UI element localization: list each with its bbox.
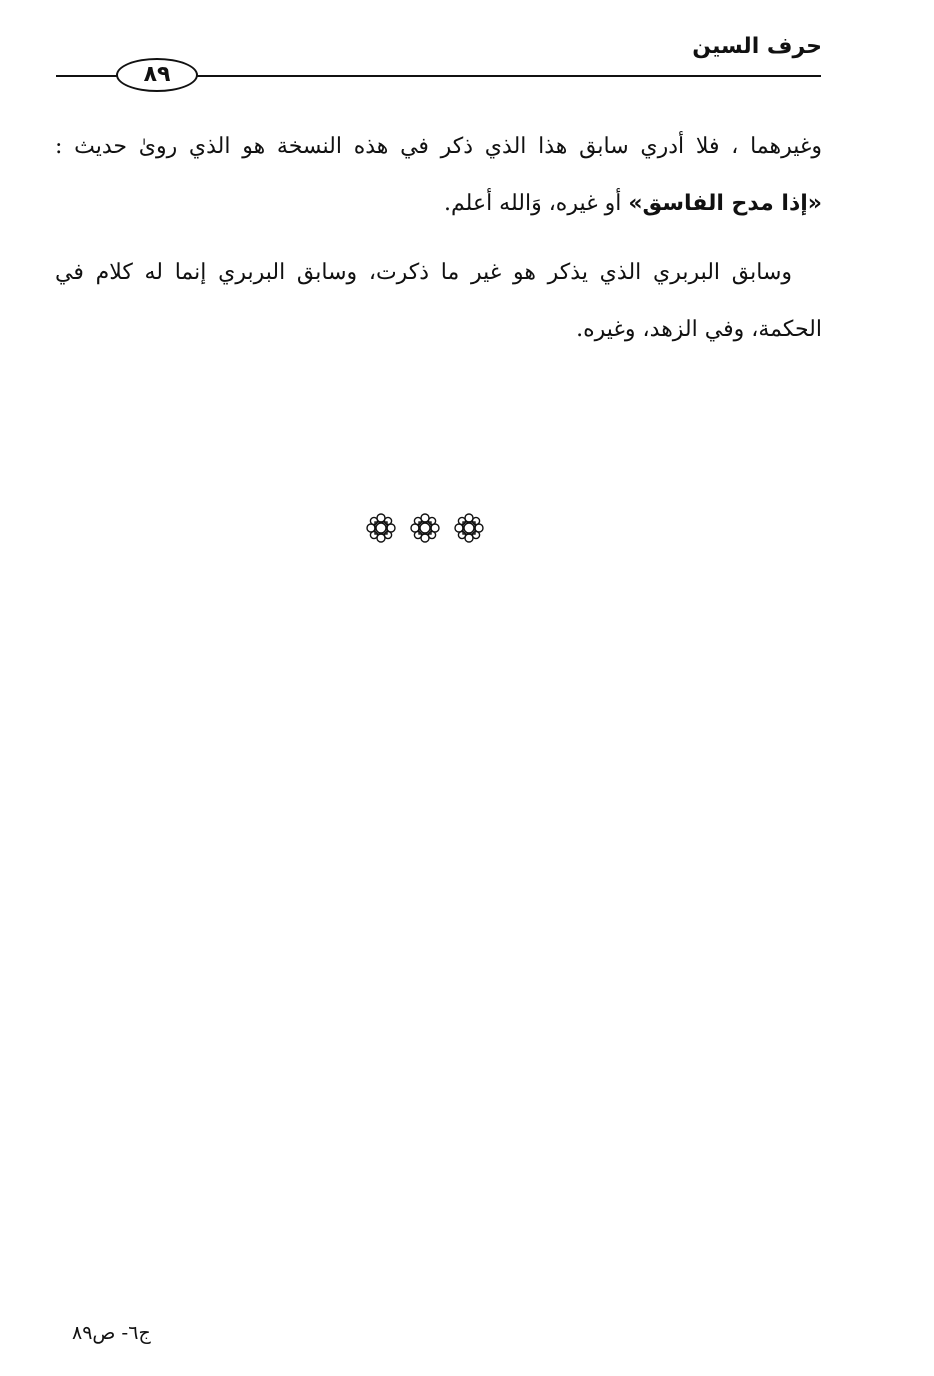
page-number: ٨٩ <box>143 62 171 87</box>
section-divider-ornaments <box>365 512 485 546</box>
page-number-badge <box>116 58 198 92</box>
paragraph-2 <box>55 244 822 358</box>
rosette-ornament-icon <box>365 512 397 544</box>
hadith-title: «إذا مدح الفاسق» <box>628 191 822 216</box>
paragraph-2-line-1: وسابق البربري الذي يذكر هو غير ما ذكرت، وسابق البربري إنما له كلام في <box>55 260 792 285</box>
paragraph-1-line-2 <box>55 175 822 232</box>
paragraph-1 <box>55 118 822 232</box>
running-header-title: حرف السين <box>692 34 822 59</box>
paragraph-1-line-2-rest: أو غيره، وَالله أعلم. <box>444 191 629 216</box>
rosette-ornament-icon <box>453 512 485 544</box>
volume-page-reference: ج٦- ص٨٩ <box>72 1322 151 1344</box>
rosette-ornament-icon <box>409 512 441 544</box>
paragraph-1-line-1: وغيرهما ، فلا أدري سابق هذا الذي ذكر في هذه النسخة هو الذي روىٰ حديث : <box>55 134 822 159</box>
paragraph-2-line-2: الحكمة، وفي الزهد، وغيره. <box>576 317 822 342</box>
